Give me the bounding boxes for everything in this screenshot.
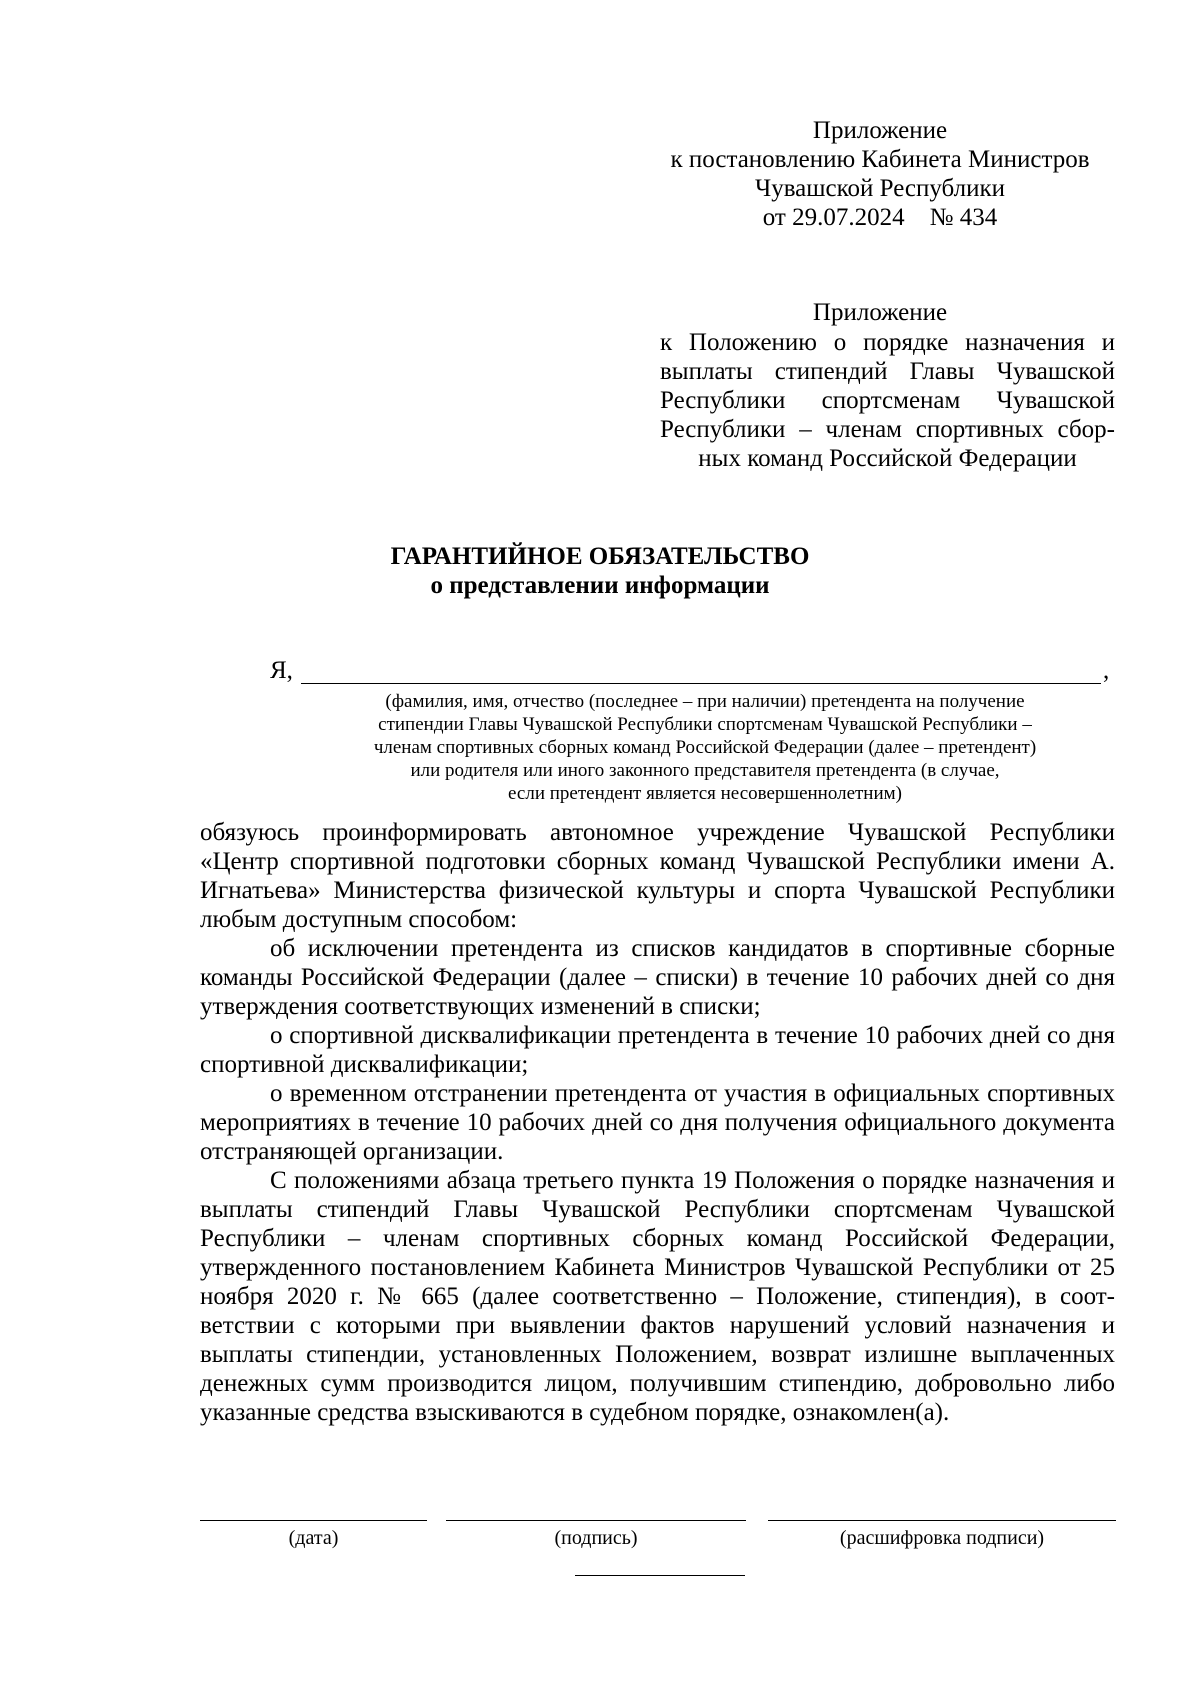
signature-decode-line [768,1520,1116,1521]
attachment-resolution-line-1: Приложение [812,117,948,144]
document-title: ГАРАНТИЙНОЕ ОБЯЗАТЕЛЬСТВО [390,543,810,570]
declarant-hint-line-2: стипендии Главы Чувашской Республики спортсменам Чувашской Республики – [378,714,1032,735]
body-paragraph-2: об исключении претендента из списков кандидатов в спортивные сборные команды Российской Федерации (далее – списки) в течение 10 рабочих дней со дня утверждения соответствующих изменений в списки; [200,935,1115,1020]
declarant-hint-line-4: или родителя или иного законного представителя претендента (в случае, [410,760,1000,781]
date-signature-line [200,1520,427,1521]
document-title-block [200,542,1000,600]
document-body [200,818,1115,1427]
declarant-name-line [301,683,1101,684]
attachment-regulation-text: к Положению о порядке назначения и выплаты стипендий Главы Чувашской Республики спортсменам Чувашской Республики – членам спортивных сборных команд Российской Федерации [660,329,1115,472]
signature-line [446,1520,746,1521]
declarant-name-row [270,656,1115,688]
signature-decode-label: (расшифровка подписи) [839,1527,1045,1549]
body-paragraph-5: С положениями абзаца третьего пункта 19 Положения о порядке назначения и выплаты стипендий Главы Чувашской Республики спортсменам Чувашской Республики – членам спортивных сборных команд Российской Федерации, утвержденного постановлением Кабинета Министров Чувашской Республики от 25 ноября 2020 г. № 665 (далее соответственно – Положение, стипендия), в соответствии с которыми при выявлении фактов нарушений условий назначения и выплаты стипендии, установленных Положением, возврат излишне выплаченных денежных сумм производится лицом, получившим стипендию, добровольно либо указанные средства взыскиваются в судебном порядке, ознакомлен(а). [200,1167,1115,1426]
declarant-hint-line-5: если претендент является несовершеннолетним) [508,783,902,804]
attachment-regulation-heading: Приложение [812,299,948,326]
declarant-suffix: , [1103,657,1110,684]
date-signature-label: (дата) [288,1527,339,1549]
attachment-resolution-block [660,116,1100,232]
declarant-hint [300,690,1110,805]
document-subtitle: о представлении информации [430,572,770,599]
signature-label: (подпись) [554,1527,638,1549]
declarant-prefix: Я, [270,657,293,684]
bottom-separator-line [575,1575,745,1576]
declarant-hint-line-1: (фамилия, имя, отчество (последнее – при наличии) претендента на получение [385,691,1025,712]
body-paragraph-4: о временном отстранении претендента от участия в официальных спортивных мероприятиях в течение 10 рабочих дней со дня получения официального документа отстраняющей организации. [200,1080,1115,1165]
attachment-resolution-line-4: от 29.07.2024 № 434 [762,204,998,231]
body-paragraph-3: о спортивной дисквалификации претендента в течение 10 рабочих дней со дня спортивной дисквалификации; [200,1022,1115,1078]
attachment-resolution-line-3: Чувашской Республики [754,175,1006,202]
body-paragraph-1: обязуюсь проинформировать автономное учреждение Чувашской Республики «Центр спортивной подготовки сборных команд Чувашской Республики имени А. Игнатьева» Министерства физической культуры и спорта Чувашской Республики любым доступным способом: [200,819,1115,933]
attachment-resolution-line-2: к постановлению Кабинета Министров [670,146,1090,173]
declarant-hint-line-3: членам спортивных сборных команд Российской Федерации (далее – претендент) [373,737,1037,758]
